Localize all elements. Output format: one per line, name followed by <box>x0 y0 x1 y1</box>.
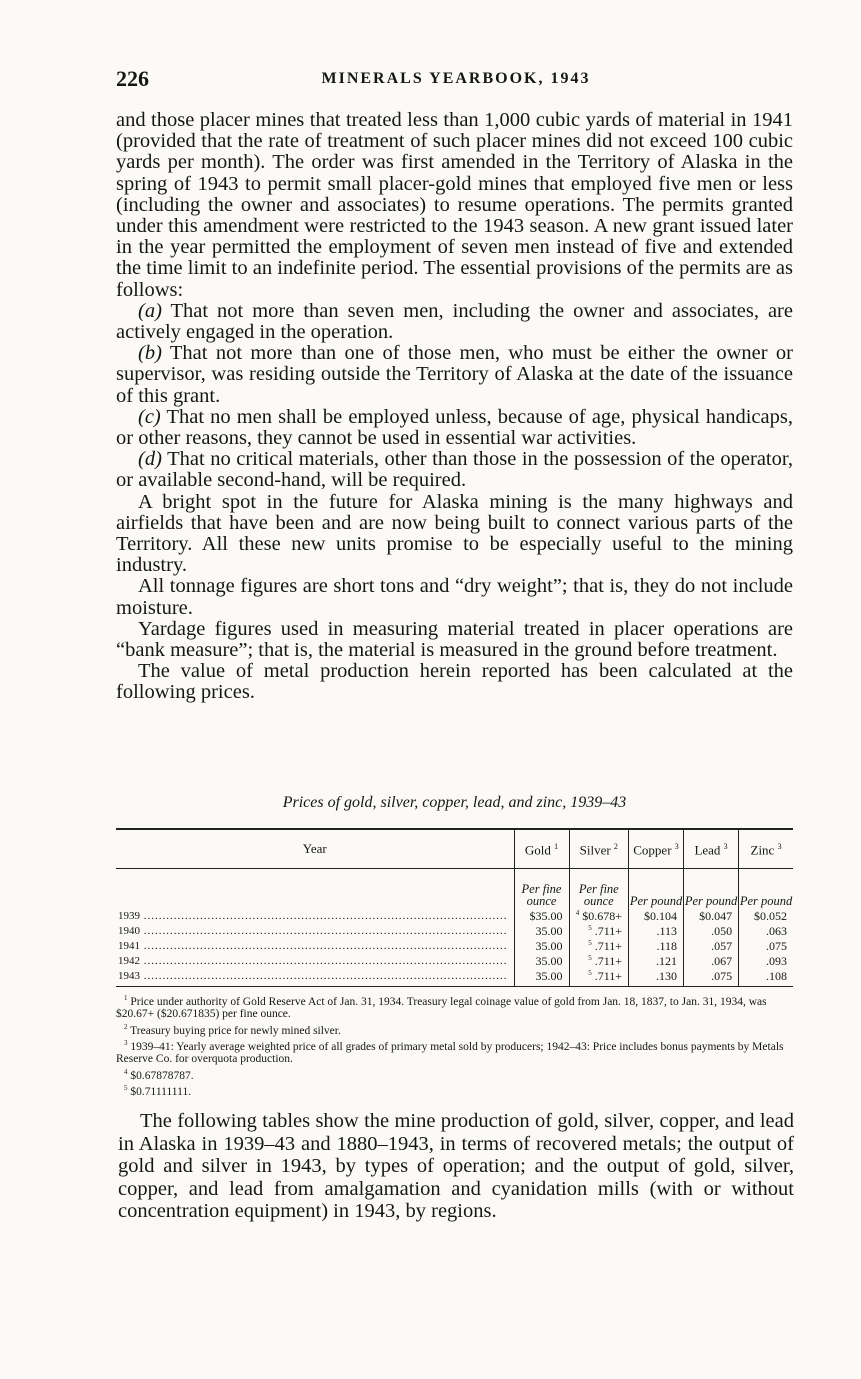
provision-text: That no men shall be employed unless, because of age, physical handicaps, or other reasons, they cannot be used in essential war activities. <box>116 405 793 450</box>
footnote-ref: 3 <box>674 842 679 852</box>
column-header-gold: Gold $^1$ <box>514 829 569 869</box>
footnote: $^2$ Treasury buying price for newly mined silver. <box>124 1022 341 1037</box>
column-header-year: Year <box>116 829 514 869</box>
cell-zinc: .075 <box>739 937 793 952</box>
cell-zinc: $0.052 <box>739 907 793 922</box>
paragraph-following-tables: The following tables show the mine production of gold, silver, copper, and lead in Alaska in 1939–43 and 1880–1943, in terms of recovered metals; the output of gold and silver in 1943, by types of operation; and the output of gold, silver, copper, and lead from amalgamation and cyanidation mills (with or without concentration equipment) in 1943, by regions. <box>118 1110 794 1222</box>
unit-label: Per pound <box>739 879 793 907</box>
cell-silver: $^5$ .711+ <box>569 937 628 952</box>
unit-label: Per fine ounce <box>514 879 569 907</box>
column-header-lead: Lead $^3$ <box>684 829 739 869</box>
cell-lead: $0.047 <box>684 907 739 922</box>
column-header-copper: Copper $^3$ <box>629 829 684 869</box>
table-row <box>116 907 793 922</box>
row-year: 1943 ..... <box>118 970 508 982</box>
body-text <box>116 110 793 704</box>
table-row <box>116 922 793 937</box>
cell-lead: .050 <box>684 922 739 937</box>
provision-label: (a) <box>138 299 162 322</box>
footnote: $^5$ $0.71111111. <box>124 1084 192 1099</box>
footnote: $^3$ 1939–41: Yearly average weighted price of all grades of primary metal sold by producers; 1942–43: Price includes bonus payments by Metals Reserve Co. for overquota production. <box>116 1039 784 1066</box>
table-header-row <box>116 829 793 869</box>
running-title: MINERALS YEARBOOK, 1943 <box>321 70 591 87</box>
cell-copper: $0.104 <box>629 907 684 922</box>
cell-zinc: .063 <box>739 922 793 937</box>
provision-c <box>116 407 793 449</box>
table-footnotes <box>116 992 796 1099</box>
paragraph-value: The value of metal production herein reported has been calculated at the following prices. <box>116 660 793 704</box>
provision-text: That not more than seven men, including the owner and associates, are actively engaged in the operation. <box>116 299 793 344</box>
cell-gold: 35.00 <box>514 967 569 987</box>
table-row <box>116 952 793 967</box>
cell-gold: $35.00 <box>514 907 569 922</box>
row-year: 1940 ..... <box>118 925 508 937</box>
provision-text: That no critical materials, other than those in the possession of the operator, or available second-hand, will be required. <box>116 448 793 492</box>
footnote-ref: 1 <box>554 842 559 852</box>
row-year: 1942 ..... <box>118 955 508 967</box>
provision-label: (d) <box>138 448 162 471</box>
cell-gold: 35.00 <box>514 922 569 937</box>
running-head <box>116 66 796 96</box>
provision-label: (c) <box>138 405 161 428</box>
footnote-ref: 2 <box>613 842 618 852</box>
cell-lead: .075 <box>684 967 739 987</box>
cell-copper: .121 <box>629 952 684 967</box>
row-year: 1941 ..... <box>118 940 508 952</box>
provision-b <box>116 343 793 407</box>
cell-lead: .067 <box>684 952 739 967</box>
column-header-zinc: Zinc $^3$ <box>739 829 793 869</box>
cell-gold: 35.00 <box>514 937 569 952</box>
row-year: 1939 ..... <box>118 910 508 922</box>
column-header-silver: Silver $^2$ <box>569 829 628 869</box>
table-caption: Prices of gold, silver, copper, lead, and zinc, 1939–43 <box>282 794 627 811</box>
cell-copper: .118 <box>629 937 684 952</box>
cell-zinc: .108 <box>739 967 793 987</box>
footnote: $^4$ $0.67878787. <box>124 1067 194 1082</box>
table-units-row <box>116 879 793 907</box>
unit-label: Per fine ounce <box>569 879 628 907</box>
cell-lead: .057 <box>684 937 739 952</box>
paragraph-permits: and those placer mines that treated less than 1,000 cubic yards of material in 1941 (provided that the rate of treatment of such placer mines did not exceed 100 cubic yards per month). The order was first amended in the Territory of Alaska in the spring of 1943 to permit small placer-gold mines that employed five men or less (including the owner and associates) to resume operations. The permits granted under this amendment were restricted to the 1943 season. A new grant issued later in the year permitted the employment of seven men instead of five and extended the time limit to an indefinite period. The essential provisions of the permits are as follows: <box>116 109 793 301</box>
cell-gold: 35.00 <box>514 952 569 967</box>
page-number: 226 <box>116 66 149 91</box>
provision-text: That not more than one of those men, who must be either the owner or supervisor, was residing outside the Territory of Alaska at the date of the issuance of this grant. <box>116 342 793 407</box>
footnote-ref: 3 <box>723 842 728 852</box>
footnote-ref: 3 <box>777 842 782 852</box>
unit-label: Per pound <box>684 879 739 907</box>
footnote: $^1$ Price under authority of Gold Reserve Act of Jan. 31, 1934. Treasury legal coinage value of gold from Jan. 18, 1837, to Jan. 31, 1934, was $20.67+ ($20.671835) per fine ounce. <box>116 994 767 1021</box>
provision-a <box>116 301 793 343</box>
unit-label: Per pound <box>629 879 684 907</box>
prices-table <box>116 828 793 987</box>
cell-silver: $^4$ $0.678+ <box>569 907 628 922</box>
provision-label: (b) <box>138 342 162 365</box>
paragraph-yardage: Yardage figures used in measuring material treated in placer operations are “bank measure”; that is, the material is measured in the ground before treatment. <box>116 617 793 662</box>
table-spacer-row <box>116 869 793 880</box>
cell-silver: $^5$ .711+ <box>569 922 628 937</box>
cell-copper: .130 <box>629 967 684 987</box>
table-row <box>116 967 793 987</box>
provision-d <box>116 449 793 491</box>
cell-copper: .113 <box>629 922 684 937</box>
paragraph-tonnage: All tonnage figures are short tons and “dry weight”; that is, they do not include moisture. <box>116 575 793 619</box>
cell-silver: $^5$ .711+ <box>569 952 628 967</box>
paragraph-bright-spot: A bright spot in the future for Alaska mining is the many highways and airfields that have been and are now being built to connect various parts of the Territory. All these new units promise to be especially useful to the mining industry. <box>116 490 793 577</box>
cell-zinc: .093 <box>739 952 793 967</box>
table-row <box>116 937 793 952</box>
cell-silver: $^5$ .711+ <box>569 967 628 987</box>
